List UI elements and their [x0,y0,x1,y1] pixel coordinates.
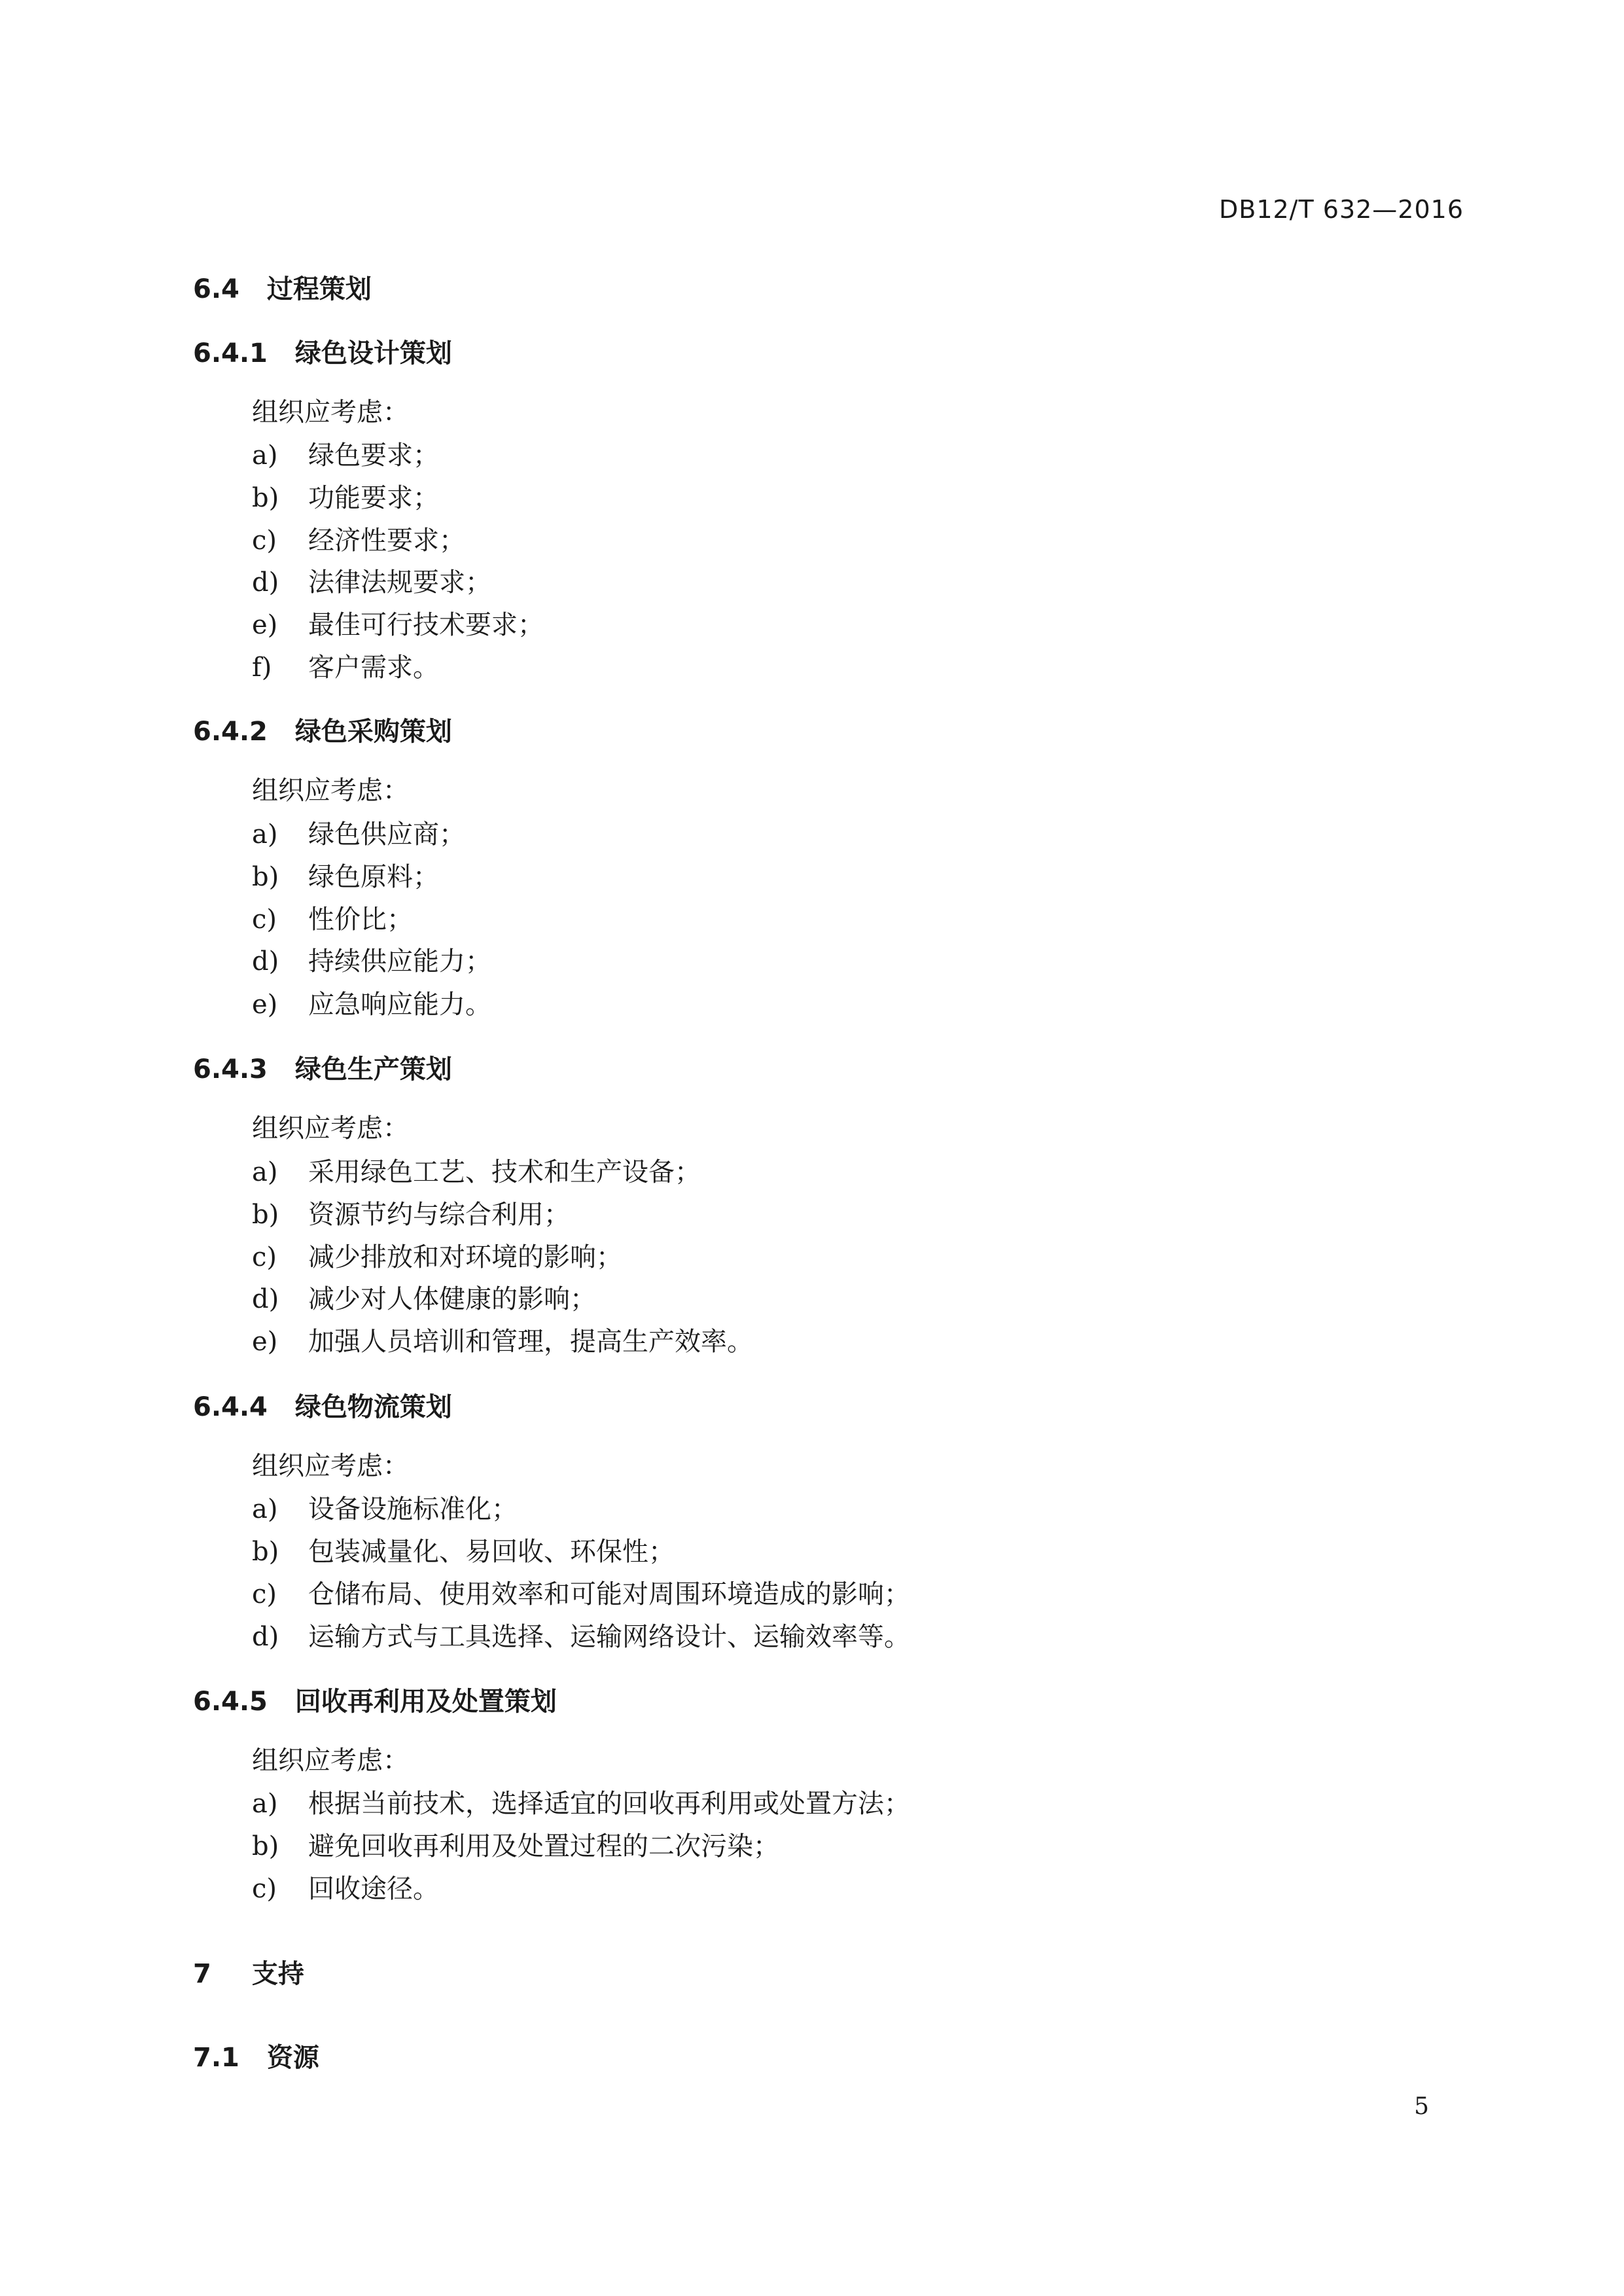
list-item-text: 最佳可行技术要求； [308,610,544,640]
list-item [252,1194,570,1231]
list-item [252,520,465,557]
section-heading [193,332,452,370]
list-item [252,1531,675,1568]
list-item [252,856,439,893]
list-item-text: 功能要求； [308,483,439,513]
list-item [252,1868,439,1905]
intro-text: 组织应考虑： [252,1451,409,1481]
section-title: 过程策划 [266,274,372,304]
list-item-text: 持续供应能力； [308,946,491,977]
list-item [252,1278,596,1316]
list-marker: a) [252,819,278,850]
list-item-text: 运输方式与工具选择、运输网络设计、运输效率等。 [308,1622,910,1652]
list-item-text: 资源节约与综合利用； [308,1200,570,1230]
list-item-text: 回收途径。 [308,1874,439,1904]
list-item [252,1825,779,1863]
list-item-text: 减少对人体健康的影响； [308,1284,596,1314]
list-item [252,1236,622,1274]
section-number: 6.4 [193,274,239,304]
section-title: 绿色物流策划 [294,1392,452,1422]
section-heading [193,268,372,306]
list-marker: a) [252,440,278,471]
list-item-text: 绿色供应商； [308,819,465,850]
list-item [252,984,491,1021]
list-marker: c) [252,1242,277,1272]
list-item-text: 加强人员培训和管理，提高生产效率。 [308,1327,753,1357]
list-item-text: 法律法规要求； [308,567,491,598]
list-marker: d) [252,946,279,977]
list-marker: d) [252,1284,279,1314]
list-marker: b) [252,483,279,513]
section-number: 7.1 [193,2043,239,2073]
list-item [252,477,439,514]
list-item [252,604,544,641]
list-item-text: 绿色原料； [308,862,439,892]
list-item [252,562,491,599]
section-title: 支持 [251,1959,304,1989]
list-marker: d) [252,567,279,598]
list-item [252,1573,910,1611]
list-marker: a) [252,1494,278,1524]
list-marker: e) [252,1327,278,1357]
list-item [252,1151,701,1189]
section-number: 7 [193,1959,211,1989]
section-heading [193,1049,452,1086]
standard-code: DB12/T 632—2016 [1218,195,1464,224]
list-marker: c) [252,1874,277,1904]
list-item-text: 采用绿色工艺、技术和生产设备； [308,1157,701,1187]
intro-text: 组织应考虑： [252,776,409,806]
section-number: 6.4.4 [193,1392,268,1422]
page-number: 5 [1414,2093,1429,2120]
intro-text: 组织应考虑： [252,1746,409,1776]
list-item [252,1783,910,1820]
section-heading [193,1681,557,1718]
section-heading [193,1953,304,1990]
list-item-text: 经济性要求； [308,526,465,556]
section-number: 6.4.3 [193,1054,268,1085]
list-item-text: 客户需求。 [308,653,439,683]
list-item-text: 根据当前技术，选择适宜的回收再利用或处置方法； [308,1789,910,1819]
list-item [252,1321,753,1358]
list-item-text: 避免回收再利用及处置过程的二次污染； [308,1831,779,1861]
list-item-text: 减少排放和对环境的影响； [308,1242,622,1272]
list-marker: a) [252,1157,278,1187]
list-marker: e) [252,610,278,640]
list-marker: e) [252,990,278,1020]
section-number: 6.4.1 [193,338,268,368]
section-title: 资源 [266,2043,319,2073]
list-item [252,814,465,851]
intro-text: 组织应考虑： [252,397,409,427]
list-item [252,1616,910,1653]
section-number: 6.4.5 [193,1687,268,1717]
section-number: 6.4.2 [193,717,268,747]
section-heading [193,2037,319,2074]
list-item-text: 绿色要求； [308,440,439,471]
list-marker: a) [252,1789,278,1819]
list-marker: b) [252,1831,279,1861]
list-marker: b) [252,1200,279,1230]
section-title: 绿色生产策划 [294,1054,452,1085]
list-item [252,647,439,684]
section-heading [193,711,452,748]
list-marker: b) [252,862,279,892]
list-item-text: 设备设施标准化； [308,1494,518,1524]
intro-text: 组织应考虑： [252,1113,409,1143]
list-marker: b) [252,1537,279,1567]
list-item [252,1488,518,1526]
list-item-text: 包装减量化、易回收、环保性； [308,1537,675,1567]
section-heading [193,1386,452,1424]
list-item [252,899,413,936]
list-marker: c) [252,1579,277,1609]
list-item-text: 应急响应能力。 [308,990,491,1020]
list-marker: f) [252,653,272,683]
list-item-text: 性价比； [308,905,413,935]
list-marker: c) [252,526,277,556]
section-title: 回收再利用及处置策划 [294,1687,557,1717]
section-title: 绿色设计策划 [294,338,452,368]
list-item-text: 仓储布局、使用效率和可能对周围环境造成的影响； [308,1579,910,1609]
section-title: 绿色采购策划 [294,717,452,747]
list-marker: c) [252,905,277,935]
list-marker: d) [252,1622,279,1652]
list-item [252,941,491,978]
list-item [252,435,439,472]
